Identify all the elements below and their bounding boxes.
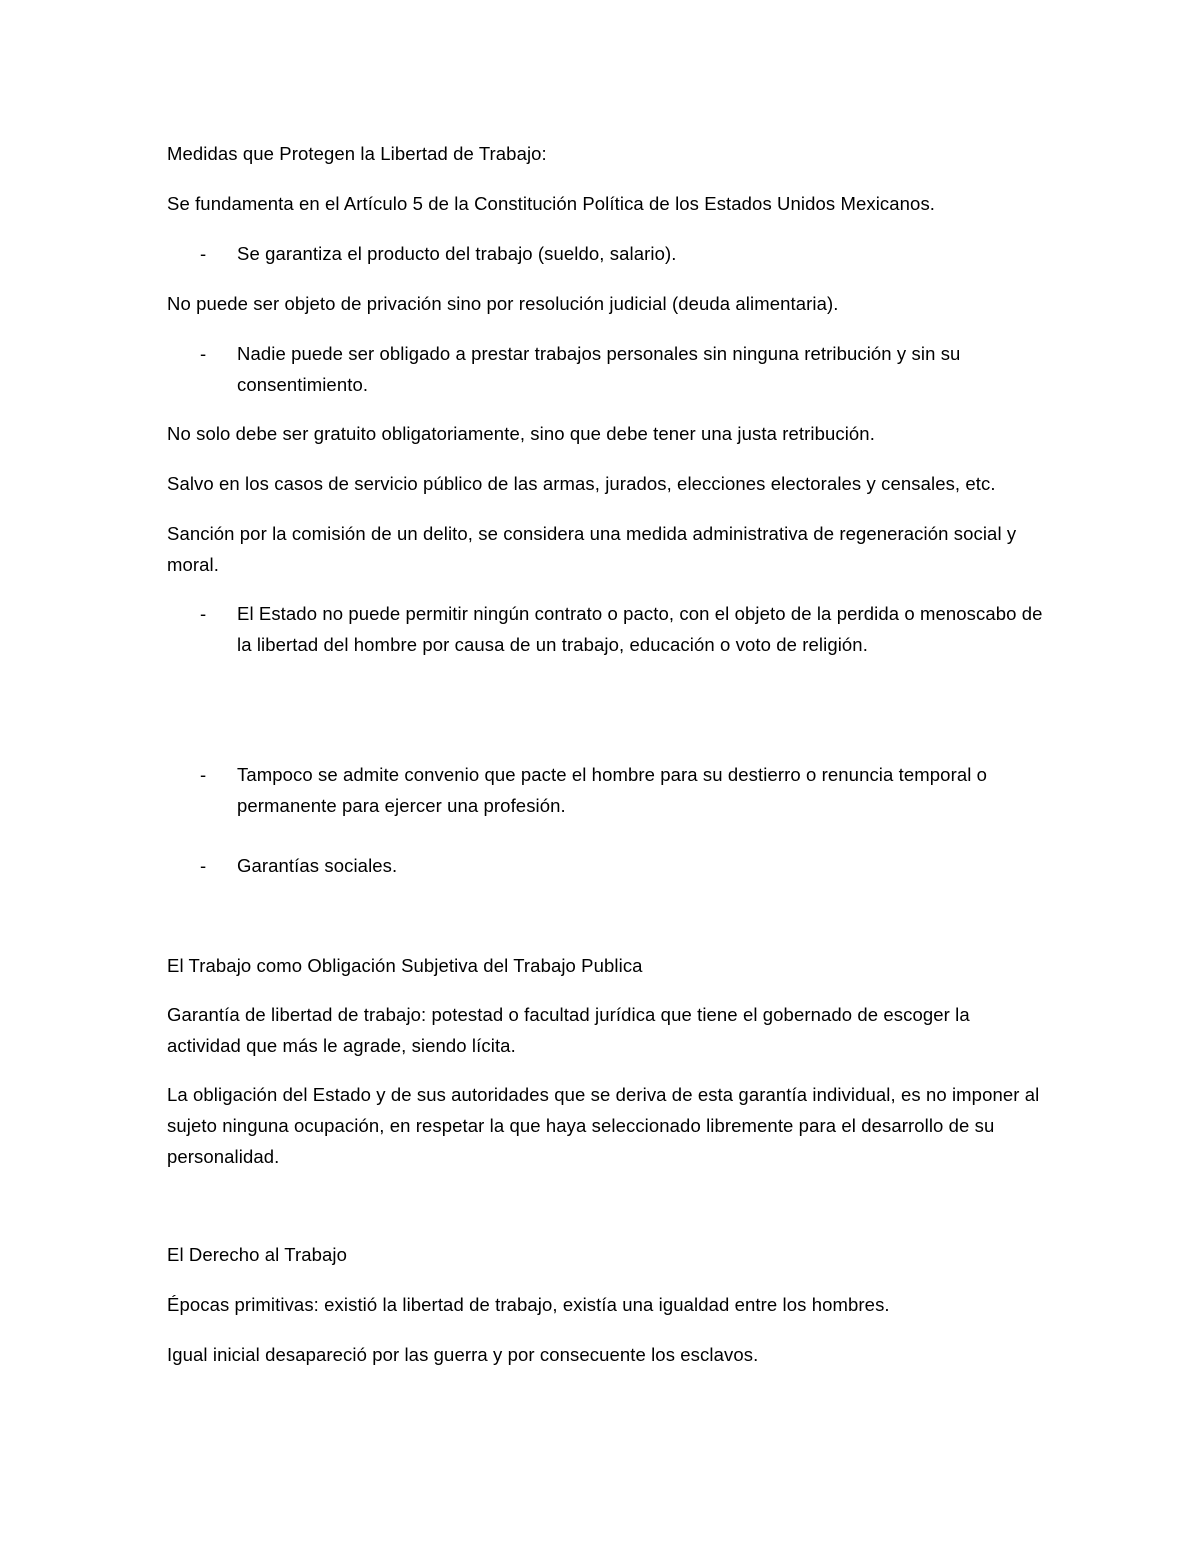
- paragraph-fundamento: Se fundamenta en el Artículo 5 de la Constitución Política de los Estados Unidos Mexicanos.: [167, 193, 936, 214]
- section-heading-obligacion: El Trabajo como Obligación Subjetiva del Trabajo Publica: [167, 955, 643, 976]
- bullet-marker: -: [200, 603, 207, 624]
- bullet-item-producto: [167, 238, 1047, 269]
- bullet-text: Garantías sociales.: [237, 855, 398, 876]
- bullet-marker: -: [200, 343, 207, 364]
- bullet-item-garantias: [167, 850, 1047, 881]
- bullet-marker: -: [200, 243, 207, 264]
- paragraph-obligacion-estado: La obligación del Estado y de sus autoridades que se deriva de esta garantía individual, es no imponer al sujeto ninguna ocupación, en respetar la que haya seleccionado libremente para el desarrollo de su personalidad.: [167, 1084, 1040, 1167]
- bullet-text: El Estado no puede permitir ningún contrato o pacto, con el objeto de la perdida o menoscabo de la libertad del hombre por causa de un trabajo, educación o voto de religión.: [237, 603, 1043, 655]
- bullet-marker: -: [200, 855, 207, 876]
- paragraph-privacion: No puede ser objeto de privación sino por resolución judicial (deuda alimentaria).: [167, 293, 839, 314]
- paragraph-epocas: Épocas primitivas: existió la libertad de trabajo, existía una igualdad entre los hombres.: [167, 1294, 890, 1315]
- paragraph-salvo: Salvo en los casos de servicio público de las armas, jurados, elecciones electorales y censales, etc.: [167, 473, 996, 494]
- bullet-item-estado: [167, 598, 1047, 660]
- section-heading-derecho: El Derecho al Trabajo: [167, 1244, 347, 1265]
- paragraph-igual-inicial: Igual inicial desapareció por las guerra y por consecuente los esclavos.: [167, 1344, 759, 1365]
- bullet-marker: -: [200, 764, 207, 785]
- section-heading-medidas: Medidas que Protegen la Libertad de Trabajo:: [167, 143, 547, 164]
- bullet-text: Nadie puede ser obligado a prestar trabajos personales sin ninguna retribución y sin su consentimiento.: [237, 343, 961, 395]
- bullet-item-obligado: [167, 338, 1047, 400]
- bullet-text: Se garantiza el producto del trabajo (sueldo, salario).: [237, 243, 677, 264]
- bullet-text: Tampoco se admite convenio que pacte el hombre para su destierro o renuncia temporal o permanente para ejercer una profesión.: [237, 764, 988, 816]
- paragraph-gratuito: No solo debe ser gratuito obligatoriamente, sino que debe tener una justa retribución.: [167, 423, 875, 444]
- bullet-item-convenio: [167, 759, 1047, 821]
- paragraph-sancion: Sanción por la comisión de un delito, se considera una medida administrativa de regeneración social y moral.: [167, 523, 1017, 575]
- paragraph-garantia-libertad: Garantía de libertad de trabajo: potestad o facultad jurídica que tiene el gobernado de escoger la actividad que más le agrade, siendo lícita.: [167, 1004, 970, 1056]
